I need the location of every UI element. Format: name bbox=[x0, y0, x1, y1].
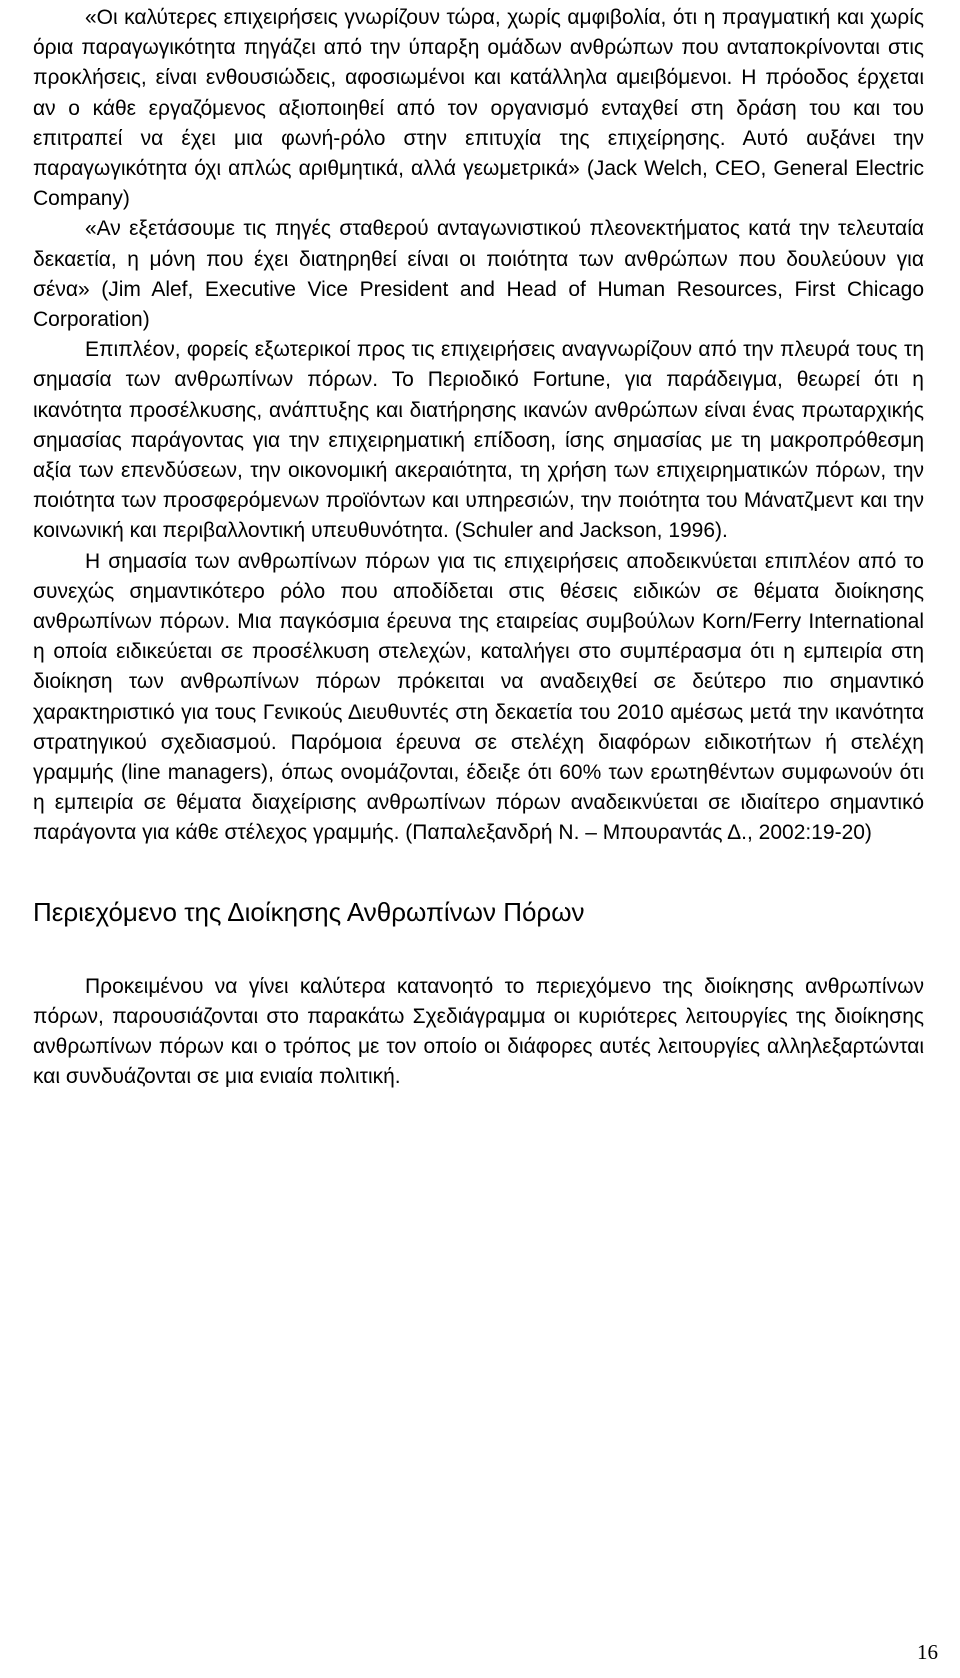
page-content bbox=[33, 3, 924, 1093]
section-heading: Περιεχόμενο της Διοίκησης Ανθρωπίνων Πόρων bbox=[33, 896, 585, 927]
quote-paragraph-welch: «Οι καλύτερες επιχειρήσεις γνωρίζουν τώρα, χωρίς αμφιβολία, ότι η πραγματική και χωρίς όρια παραγωγικότητα πηγάζει από την ύπαρξη ομάδων ανθρώπων που ανταποκρίνονται στις προκλήσεις, είναι ενθουσιώδεις, αφοσιωμένοι και κατάλληλα αμειβόμενοι. Η πρόοδος έρχεται αν ο κάθε εργαζόμενος αξιοποιηθεί από τον οργανισμό ενταχθεί στη δράση του και του επιτραπεί να έχει μια φωνή-ρόλο στην επιτυχία της επιχείρησης. Αυτό αυξάνει την παραγωγικότητα όχι απλώς αριθμητικά, αλλά γεωμετρικά» (Jack Welch, CEO, General Electric Company) bbox=[33, 6, 924, 211]
page-number: 16 bbox=[917, 1640, 938, 1664]
section-paragraph: Προκειμένου να γίνει καλύτερα κατανοητό το περιεχόμενο της διοίκησης ανθρωπίνων πόρων, παρουσιάζονται στο παρακάτω Σχεδιάγραμμα οι κυριότερες λειτουργίες της διοίκησης ανθρωπίνων πόρων και ο τρόπος με τον οποίο οι διάφορες αυτές λειτουργίες αλληλεξαρτώνται και συνδυάζονται σε μια ενιαία πολιτική. bbox=[33, 974, 924, 1089]
body-paragraph-fortune: Επιπλέον, φορείς εξωτερικοί προς τις επιχειρήσεις αναγνωρίζουν από την πλευρά τους τη σημασία των ανθρωπίνων πόρων. Το Περιοδικό Fortune, για παράδειγμα, θεωρεί ότι η ικανότητα προσέλκυσης, ανάπτυξης και διατήρησης ικανών ανθρώπων είναι ένας πρωταρχικής σημασίας παράγοντας για την επιχειρηματική επίδοση, ίσης σημασίας με τη μακροπρόθεσμη αξία των επενδύσεων, την οικονομική ακεραιότητα, τη χρήση των επιχειρηματικών πόρων, την ποιότητα των προσφερόμενων προϊόντων και υπηρεσιών, την ποιότητα του Μάνατζμεντ και την κοινωνική και περιβαλλοντική υπευθυνότητα. (Schuler and Jackson, 1996). bbox=[33, 338, 924, 543]
body-paragraph-korn-ferry: Η σημασία των ανθρωπίνων πόρων για τις επιχειρήσεις αποδεικνύεται επιπλέον από το συνεχώς σημαντικότερο ρόλο που αποδίδεται στις θέσεις ειδικών σε θέματα διοίκησης ανθρωπίνων πόρων. Μια παγκόσμια έρευνα της εταιρείας συμβούλων Korn/Ferry International η οποία ειδικεύεται σε προσέλκυση στελεχών, καταλήγει στο συμπέρασμα ότι η εμπειρία στη διοίκηση των ανθρωπίνων πόρων πρόκειται να αναδειχθεί σε δεύτερο πιο σημαντικό χαρακτηριστικό για τους Γενικούς Διευθυντές στη δεκαετία του 2010 αμέσως μετά την ικανότητα στρατηγικού σχεδιασμού. Παρόμοια έρευνα σε στελέχη διαφόρων ειδικοτήτων ή στελέχη γραμμής (line managers), όπως ονομάζονται, έδειξε ότι 60% των ερωτηθέντων συμφωνούν ότι η εμπειρία σε θέματα διαχείρισης ανθρωπίνων πόρων αναδεικνύεται σε ιδιαίτερο σημαντικό παράγοντα για κάθε στέλεχος γραμμής. (Παπαλεξανδρή Ν. – Μπουραντάς Δ., 2002:19-20) bbox=[33, 549, 924, 845]
quote-paragraph-alef: «Αν εξετάσουμε τις πηγές σταθερού ανταγωνιστικού πλεονεκτήματος κατά την τελευταία δεκαετία, η μόνη που έχει διατηρηθεί είναι οι ποιότητα των ανθρώπων που δουλεύουν για σένα» (Jim Alef, Executive Vice President and Head of Human Resources, First Chicago Corporation) bbox=[33, 217, 924, 332]
